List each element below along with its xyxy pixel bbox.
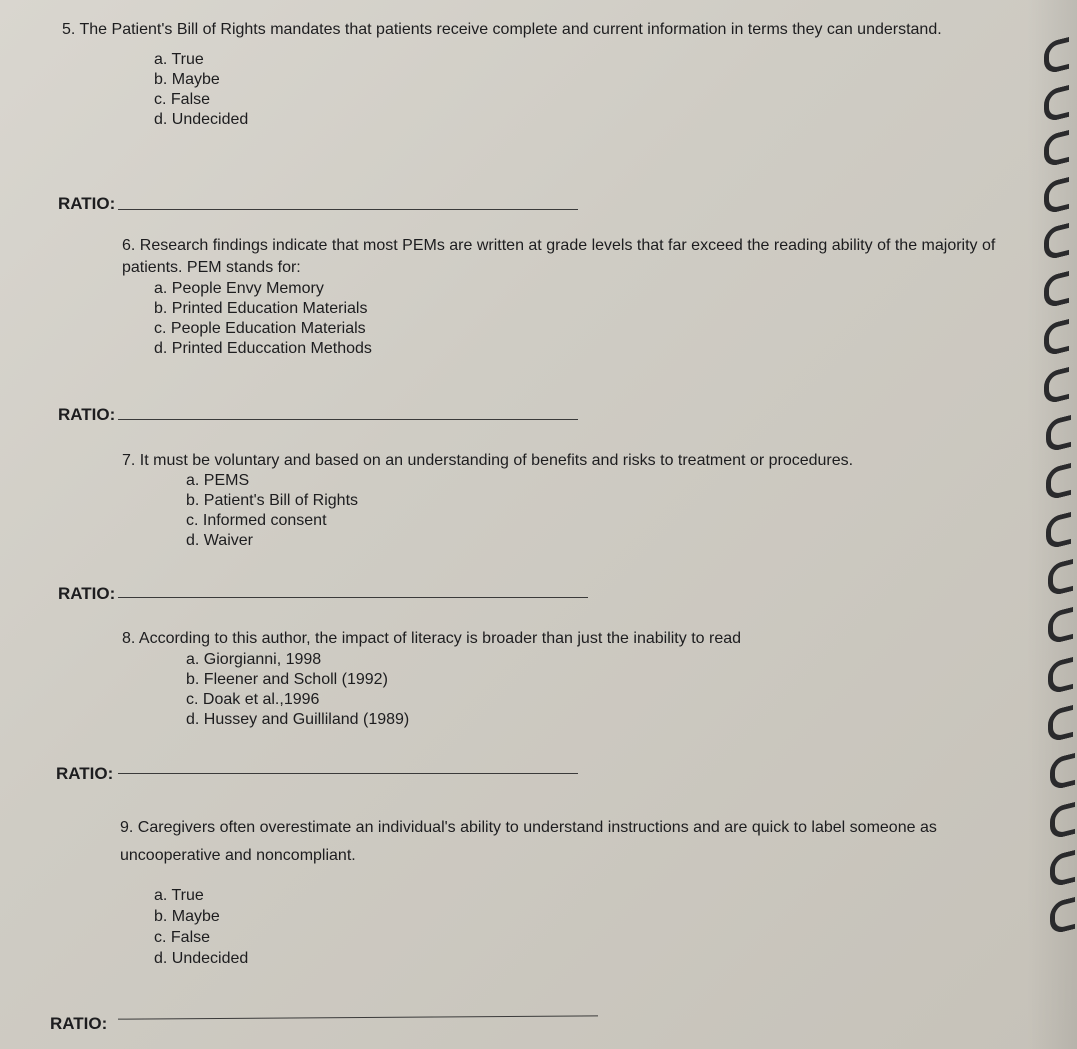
question-8-options (186, 650, 1022, 730)
question-6 (122, 235, 1022, 359)
ratio-answer-line-7[interactable] (118, 597, 588, 598)
ratio-answer-line-6[interactable] (118, 419, 578, 420)
question-9-option-d[interactable]: d. Undecided (154, 950, 249, 967)
question-8-option-b[interactable]: b. Fleener and Scholl (1992) (186, 671, 388, 688)
ratio-label-9: RATIO: (50, 1014, 108, 1033)
question-7-option-c[interactable]: c. Informed consent (186, 512, 327, 529)
question-6-stem: 6. Research findings indicate that most PEMs are written at grade levels that far exceed the reading ability of the majority of patients. PEM stands for: (122, 237, 996, 276)
question-9 (120, 814, 1030, 970)
ratio-label-7: RATIO: (58, 584, 116, 603)
question-5-option-a[interactable]: a. True (154, 51, 204, 68)
ratio-answer-line-5[interactable] (118, 209, 578, 210)
question-5-options (154, 50, 942, 130)
question-7-option-d[interactable]: d. Waiver (186, 532, 253, 549)
ratio-answer-line-8[interactable] (118, 773, 578, 774)
question-5-option-b[interactable]: b. Maybe (154, 71, 220, 88)
question-6-options (154, 279, 1022, 359)
question-9-stem: 9. Caregivers often overestimate an individual's ability to understand instructions and are quick to label someone as uncooperative and noncompliant. (120, 819, 937, 864)
question-5-stem: 5. The Patient's Bill of Rights mandates that patients receive complete and current information in terms they can understand. (62, 21, 942, 38)
question-9-option-c[interactable]: c. False (154, 929, 211, 946)
question-8-option-c[interactable]: c. Doak et al.,1996 (186, 691, 320, 708)
question-7-option-a[interactable]: a. PEMS (186, 472, 250, 489)
question-7 (122, 450, 1022, 551)
question-8 (122, 628, 1022, 730)
question-5-option-c[interactable]: c. False (154, 91, 211, 108)
ratio-label-6: RATIO: (58, 405, 116, 424)
question-6-option-d[interactable]: d. Printed Educcation Methods (154, 340, 372, 357)
question-9-options (154, 886, 1030, 970)
question-5 (62, 10, 942, 130)
question-6-option-c[interactable]: c. People Education Materials (154, 320, 366, 337)
question-6-option-a[interactable]: a. People Envy Memory (154, 280, 324, 297)
ratio-label-5: RATIO: (58, 194, 116, 213)
question-9-option-b[interactable]: b. Maybe (154, 908, 220, 925)
question-8-option-a[interactable]: a. Giorgianni, 1998 (186, 651, 322, 668)
ratio-label-8: RATIO: (56, 764, 114, 783)
question-7-stem: 7. It must be voluntary and based on an understanding of benefits and risks to treatment or procedures. (122, 452, 854, 469)
question-8-option-d[interactable]: d. Hussey and Guilliland (1989) (186, 711, 410, 728)
question-8-stem: 8. According to this author, the impact of literacy is broader than just the inability to read (122, 630, 742, 647)
question-7-options (186, 471, 1022, 551)
question-5-option-d[interactable]: d. Undecided (154, 111, 249, 128)
question-7-option-b[interactable]: b. Patient's Bill of Rights (186, 492, 359, 509)
question-9-option-a[interactable]: a. True (154, 887, 204, 904)
question-6-option-b[interactable]: b. Printed Education Materials (154, 300, 368, 317)
ratio-answer-line-9[interactable] (118, 1015, 598, 1019)
